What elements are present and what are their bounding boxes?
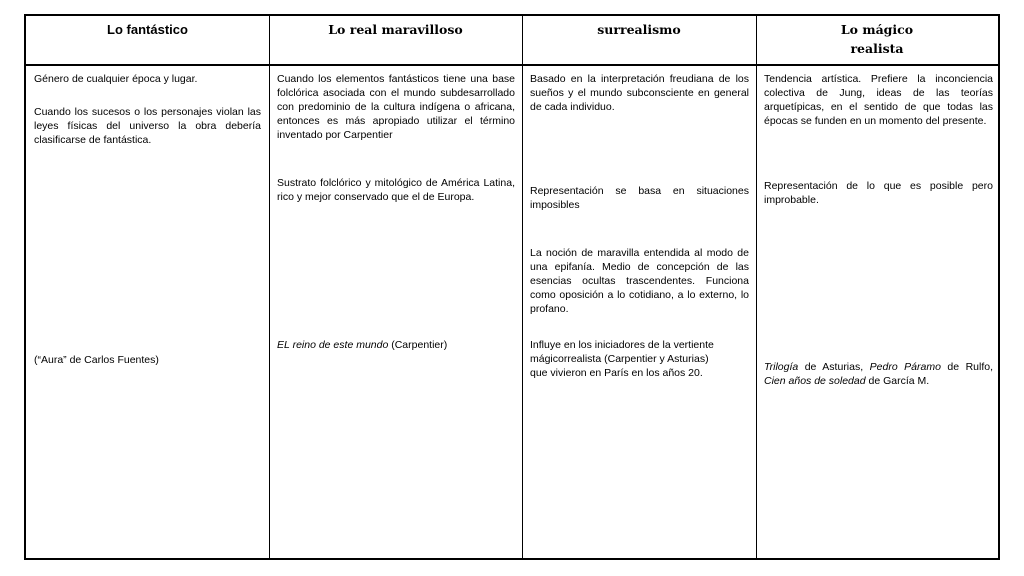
col3-p4-line1: Influye en los iniciadores de la vertiente <box>530 339 714 351</box>
column-divider-2 <box>522 16 523 558</box>
col4-trilogia: Trilogía <box>764 361 799 373</box>
col1-p2 <box>34 105 261 147</box>
col1-p1-text: Género de cualquier época y lugar. <box>34 73 198 85</box>
header-lo-real-maravilloso <box>269 16 522 64</box>
col4-p3-text <box>764 360 993 388</box>
col3-p3 <box>530 246 749 316</box>
col4-p2-text: Representación de lo que es posible pero improbable. <box>764 180 993 206</box>
col4-cien-anos: Cien años de soledad <box>764 375 866 387</box>
col1-p1 <box>34 72 261 86</box>
comparison-table <box>24 14 1000 560</box>
col2-p3-text <box>277 338 515 352</box>
header-lo-magico-realista <box>756 16 998 64</box>
col4-p1 <box>764 72 993 128</box>
col3-p4-line3: que vivieron en París en los años 20. <box>530 367 703 379</box>
col4-p1-text: Tendencia artística. Prefiere la inconciencia colectiva de Jung, ideas de las teorías arquetípicas, en el sentido de que todas las épocas se funden en un momento del presente. <box>764 73 993 127</box>
col2-p2 <box>277 176 515 204</box>
col2-p1 <box>277 72 515 142</box>
col4-text-2: de Rulfo, <box>940 361 994 373</box>
header-lo-fantastico <box>26 16 269 64</box>
col1-p3 <box>34 353 261 367</box>
col3-p2 <box>530 184 749 212</box>
col4-text-3: de García M. <box>865 375 930 387</box>
col2-p2-text: Sustrato folclórico y mitológico de América Latina, rico y mejor conservado que el de Europa. <box>277 177 515 203</box>
header-lo-magico-line1: Lo mágico <box>840 22 914 37</box>
col2-p3-author: (Carpentier) <box>388 339 448 351</box>
col4-pedro-paramo: Pedro Páramo <box>869 361 941 373</box>
col3-p4-line2: mágicorrealista (Carpentier y Asturias) <box>530 353 709 365</box>
header-lo-fantastico-text: Lo fantástico <box>107 22 188 37</box>
header-surrealismo-text: surrealismo <box>597 22 681 37</box>
col3-p2-text: Representación se basa en situaciones imposibles <box>530 185 749 211</box>
col1-p2-text: Cuando los sucesos o los personajes violan las leyes físicas del universo la obra debería clasificarse de fantástica. <box>34 106 261 146</box>
col3-p1 <box>530 72 749 114</box>
col3-p3-text: La noción de maravilla entendida al modo de una epifanía. Medio de concepción de las esencias ocultas trascendentes. Funciona como oposición a lo cotidiano, a lo externo, lo profano. <box>530 247 749 315</box>
col1-p3-text: (“Aura” de Carlos Fuentes) <box>34 354 159 366</box>
col2-p3 <box>277 338 515 352</box>
column-divider-1 <box>269 16 270 558</box>
header-lo-magico-line2: realista <box>850 41 904 56</box>
header-divider <box>26 64 998 66</box>
column-divider-3 <box>756 16 757 558</box>
header-surrealismo <box>522 16 756 64</box>
col4-p2 <box>764 179 993 207</box>
header-lo-real-maravilloso-text: Lo real maravilloso <box>328 22 463 37</box>
col3-p4 <box>530 338 749 380</box>
col3-p1-text: Basado en la interpretación freudiana de los sueños y el mundo subconsciente en general de cada individuo. <box>530 73 749 113</box>
col2-p1-text: Cuando los elementos fantásticos tiene una base folclórica asociada con el mundo subdesarrollado con predominio de la cultura indígena o africana, entonces es más apropiado utilizar el término inventado por Carpentier <box>277 73 515 141</box>
col4-p3 <box>764 360 993 388</box>
col4-text-1: de Asturias, <box>798 361 870 373</box>
col2-p3-title: EL reino de este mundo <box>277 339 389 351</box>
